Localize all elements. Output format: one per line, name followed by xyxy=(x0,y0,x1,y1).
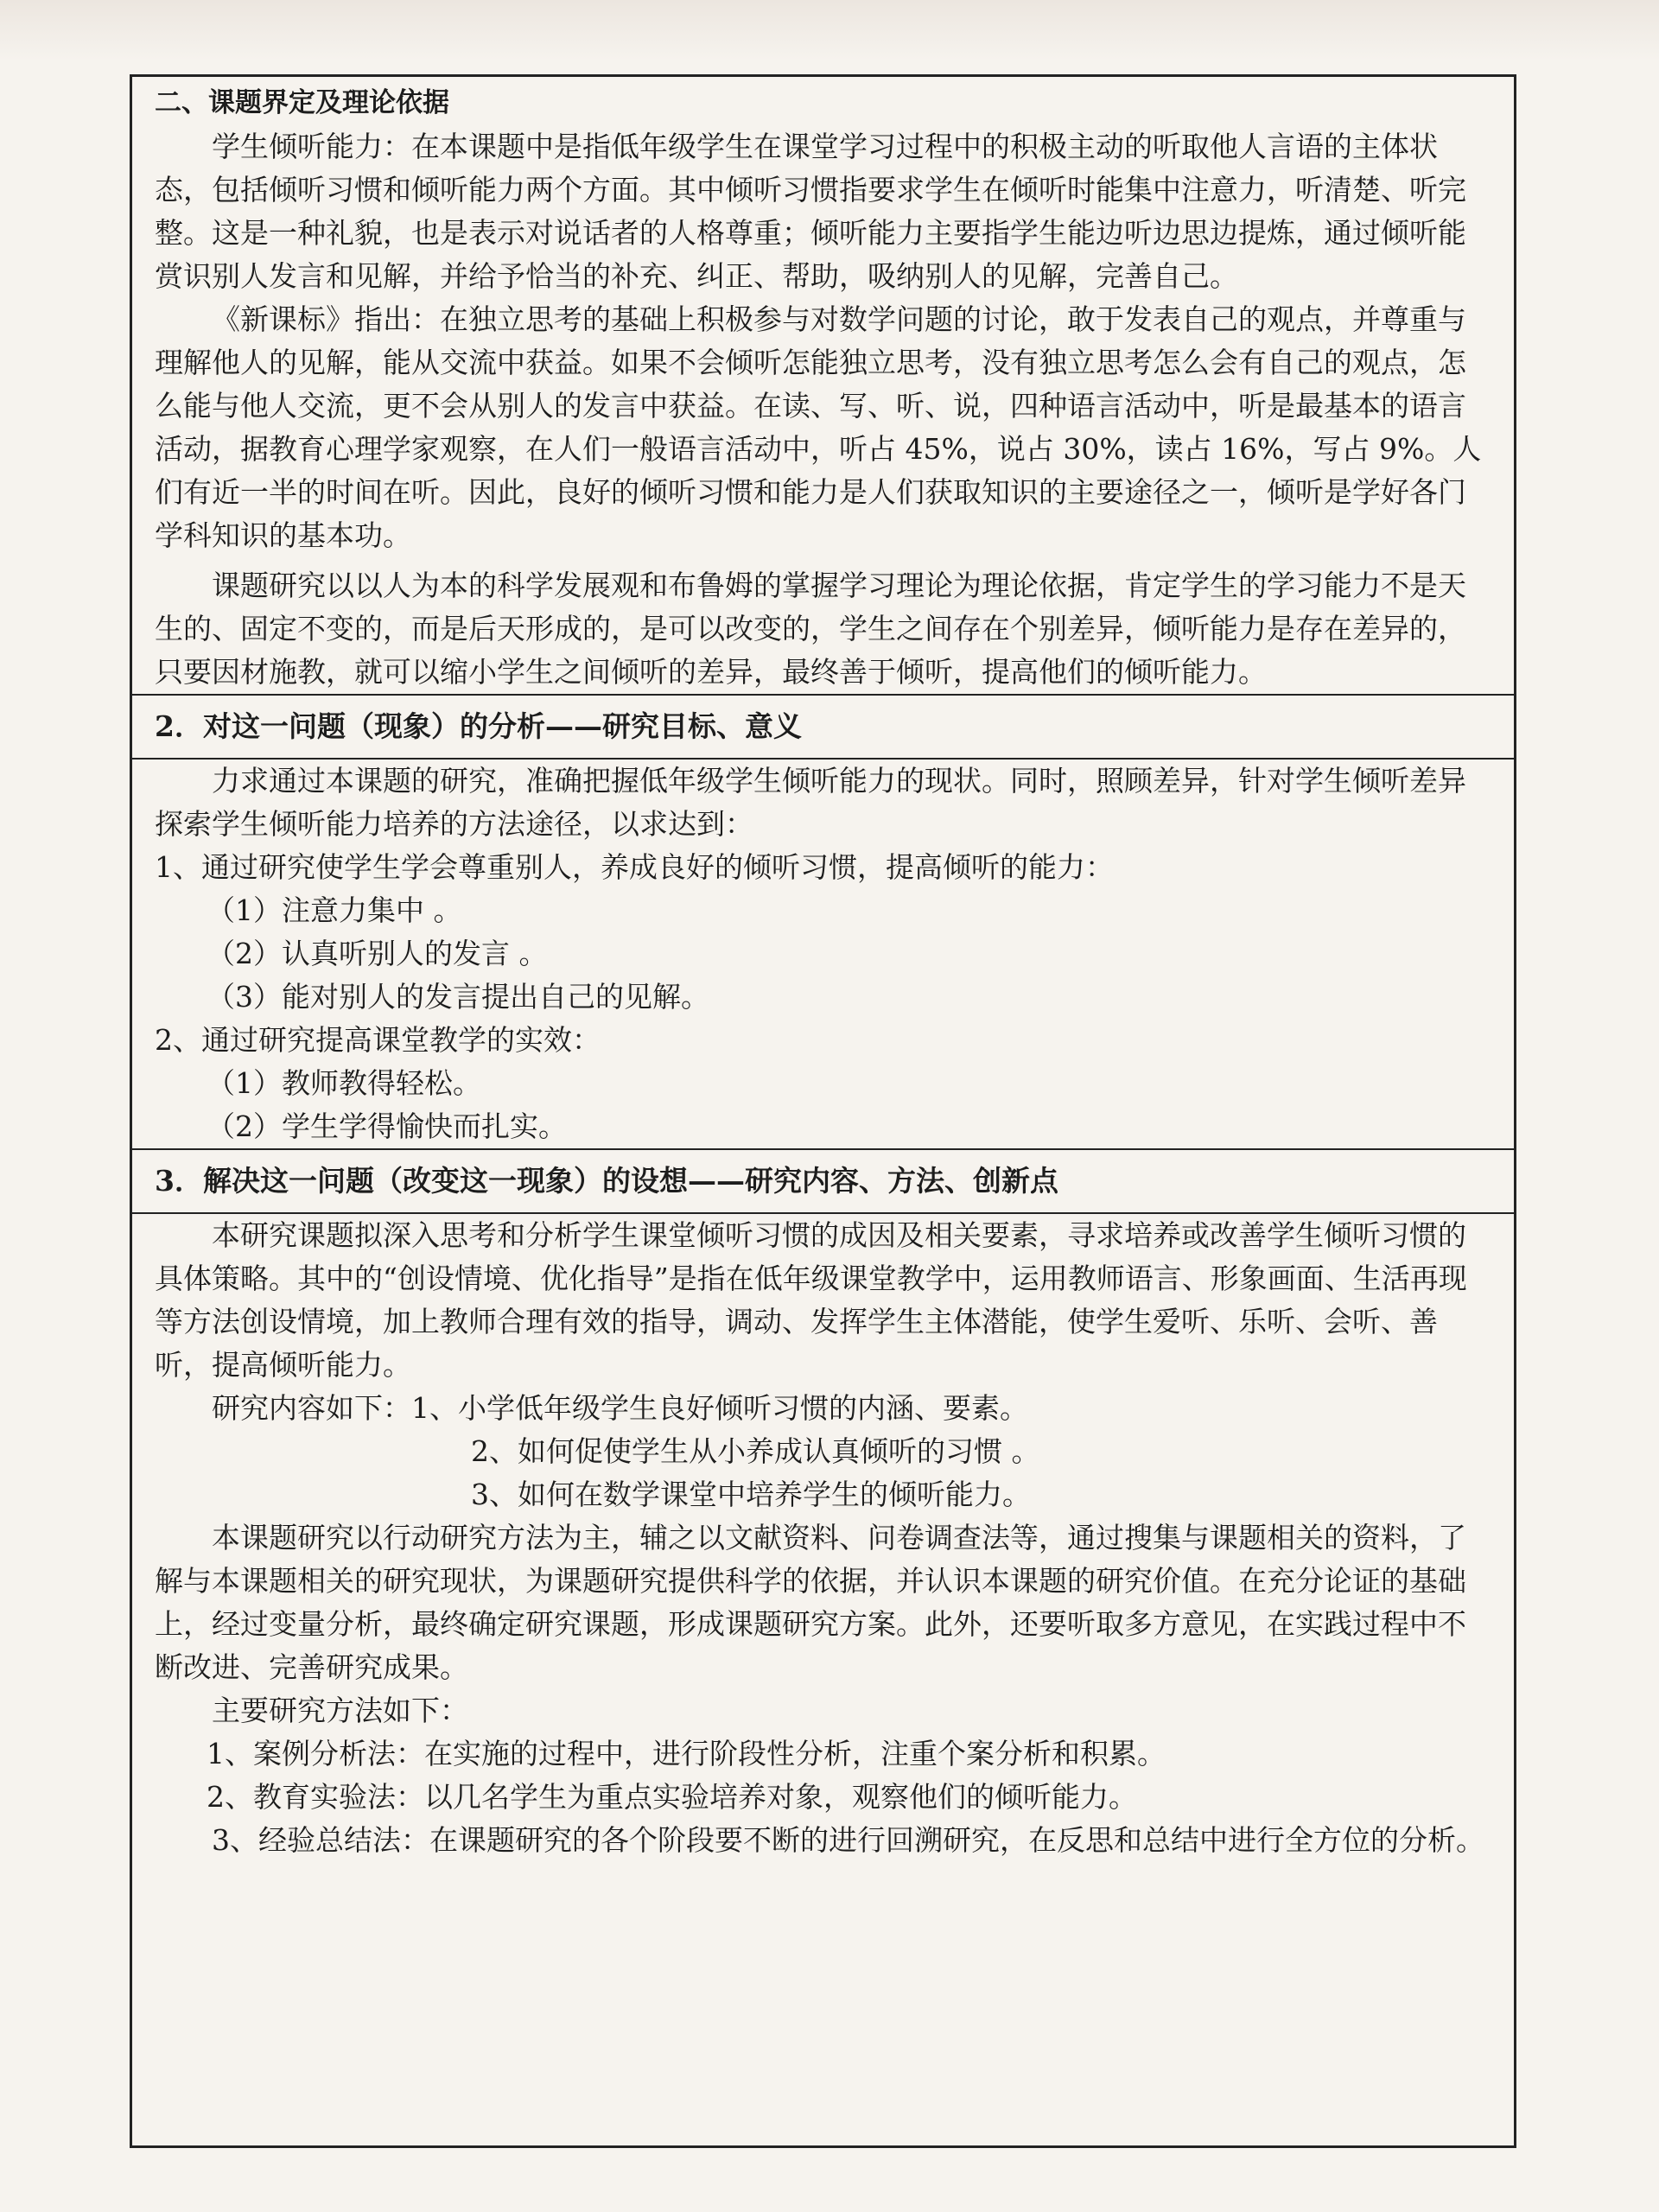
goal-item-1: 1、通过研究使学生学会尊重别人，养成良好的倾听习惯，提高倾听的能力： xyxy=(155,850,1114,884)
research-content-item: 2、如何促使学生从小养成认真倾听的习惯 。 xyxy=(471,1434,1040,1468)
research-content-item: 3、如何在数学课堂中培养学生的倾听能力。 xyxy=(471,1478,1031,1511)
paragraph-methodology: 本课题研究以行动研究方法为主，辅之以文献资料、问卷调查法等，通过搜集与课题相关的资料，了解与本课题相关的研究现状，为课题研究提供科学的依据，并认识本课题的研究价值。在充分论证的基础上，经过变量分析，最终确定研究课题，形成课题研究方案。此外，还要听取多方意见，在实践过程中不断改进、完善研究成果。 xyxy=(155,1521,1466,1684)
section-goals xyxy=(132,758,1514,1148)
section-title-plan: 3．解决这一问题（改变这一现象）的设想——研究内容、方法、创新点 xyxy=(132,1148,1514,1212)
methods-lead: 主要研究方法如下： xyxy=(212,1694,468,1727)
research-content-lead: 研究内容如下：1、小学低年级学生良好倾听习惯的内涵、要素。 xyxy=(212,1391,1028,1425)
section-title-goals: 2．对这一问题（现象）的分析——研究目标、意义 xyxy=(132,694,1514,758)
paragraph-listening-ability: 学生倾听能力：在本课题中是指低年级学生在课堂学习过程中的积极主动的听取他人言语的主体状态，包括倾听习惯和倾听能力两个方面。其中倾听习惯指要求学生在倾听时能集中注意力，听清楚、听完整。这是一种礼貌，也是表示对说话者的人格尊重；倾听能力主要指学生能边听边思边提炼，通过倾听能赏识别人发言和见解，并给予恰当的补充、纠正、帮助，吸纳别人的见解，完善自己。 xyxy=(155,130,1466,293)
section-plan xyxy=(132,1212,1514,2145)
proposal-table xyxy=(130,74,1516,2148)
page-top-bleed xyxy=(0,0,1659,60)
goal-subitem: （2）学生学得愉快而扎实。 xyxy=(207,1109,567,1143)
goal-subitem: （1）注意力集中 。 xyxy=(207,893,462,927)
goal-item-2: 2、通过研究提高课堂教学的实效： xyxy=(155,1023,601,1057)
goal-subitem: （3）能对别人的发言提出自己的见解。 xyxy=(207,980,709,1014)
goal-subitem: （2）认真听别人的发言 。 xyxy=(207,937,548,970)
section-title-theory: 二、课题界定及理论依据 xyxy=(155,87,449,118)
method-item: 2、教育实验法：以几名学生为重点实验培养对象，观察他们的倾听能力。 xyxy=(207,1780,1137,1814)
paragraph-theory-basis: 课题研究以以人为本的科学发展观和布鲁姆的掌握学习理论为理论依据，肯定学生的学习能力不是天生的、固定不变的，而是后天形成的，是可以改变的，学生之间存在个别差异，倾听能力是存在差异的，只要因材施教，就可以缩小学生之间倾听的差异，最终善于倾听，提高他们的倾听能力。 xyxy=(155,569,1466,689)
section-theory xyxy=(132,77,1514,694)
paragraph-new-curriculum: 《新课标》指出：在独立思考的基础上积极参与对数学问题的讨论，敢于发表自己的观点，并尊重与理解他人的见解，能从交流中获益。如果不会倾听怎能独立思考，没有独立思考怎么会有自己的观点，怎么能与他人交流，更不会从别人的发言中获益。在读、写、听、说，四种语言活动中，听是最基本的语言活动，据教育心理学家观察，在人们一般语言活动中，听占 45%，说占 30%，读占 16%，写占 9%。人们有近一半的时间在听。因此，良好的倾听习惯和能力是人们获取知识的主要途径之一，倾听是学好各门学科知识的基本功。 xyxy=(155,302,1482,552)
paragraph-plan-intro: 本研究课题拟深入思考和分析学生课堂倾听习惯的成因及相关要素，寻求培养或改善学生倾听习惯的具体策略。其中的“创设情境、优化指导”是指在低年级课堂教学中，运用教师语言、形象画面、生活再现等方法创设情境，加上教师合理有效的指导，调动、发挥学生主体潜能，使学生爱听、乐听、会听、善听，提高倾听能力。 xyxy=(155,1218,1467,1382)
paragraph-goals-intro: 力求通过本课题的研究，准确把握低年级学生倾听能力的现状。同时，照顾差异，针对学生倾听差异探索学生倾听能力培养的方法途径，以求达到： xyxy=(155,764,1466,841)
method-item-3: 3、经验总结法：在课题研究的各个阶段要不断的进行回溯研究，在反思和总结中进行全方位的分析。 xyxy=(212,1823,1484,1857)
method-item: 1、案例分析法：在实施的过程中，进行阶段性分析，注重个案分析和积累。 xyxy=(207,1737,1166,1770)
goal-subitem: （1）教师教得轻松。 xyxy=(207,1066,481,1100)
